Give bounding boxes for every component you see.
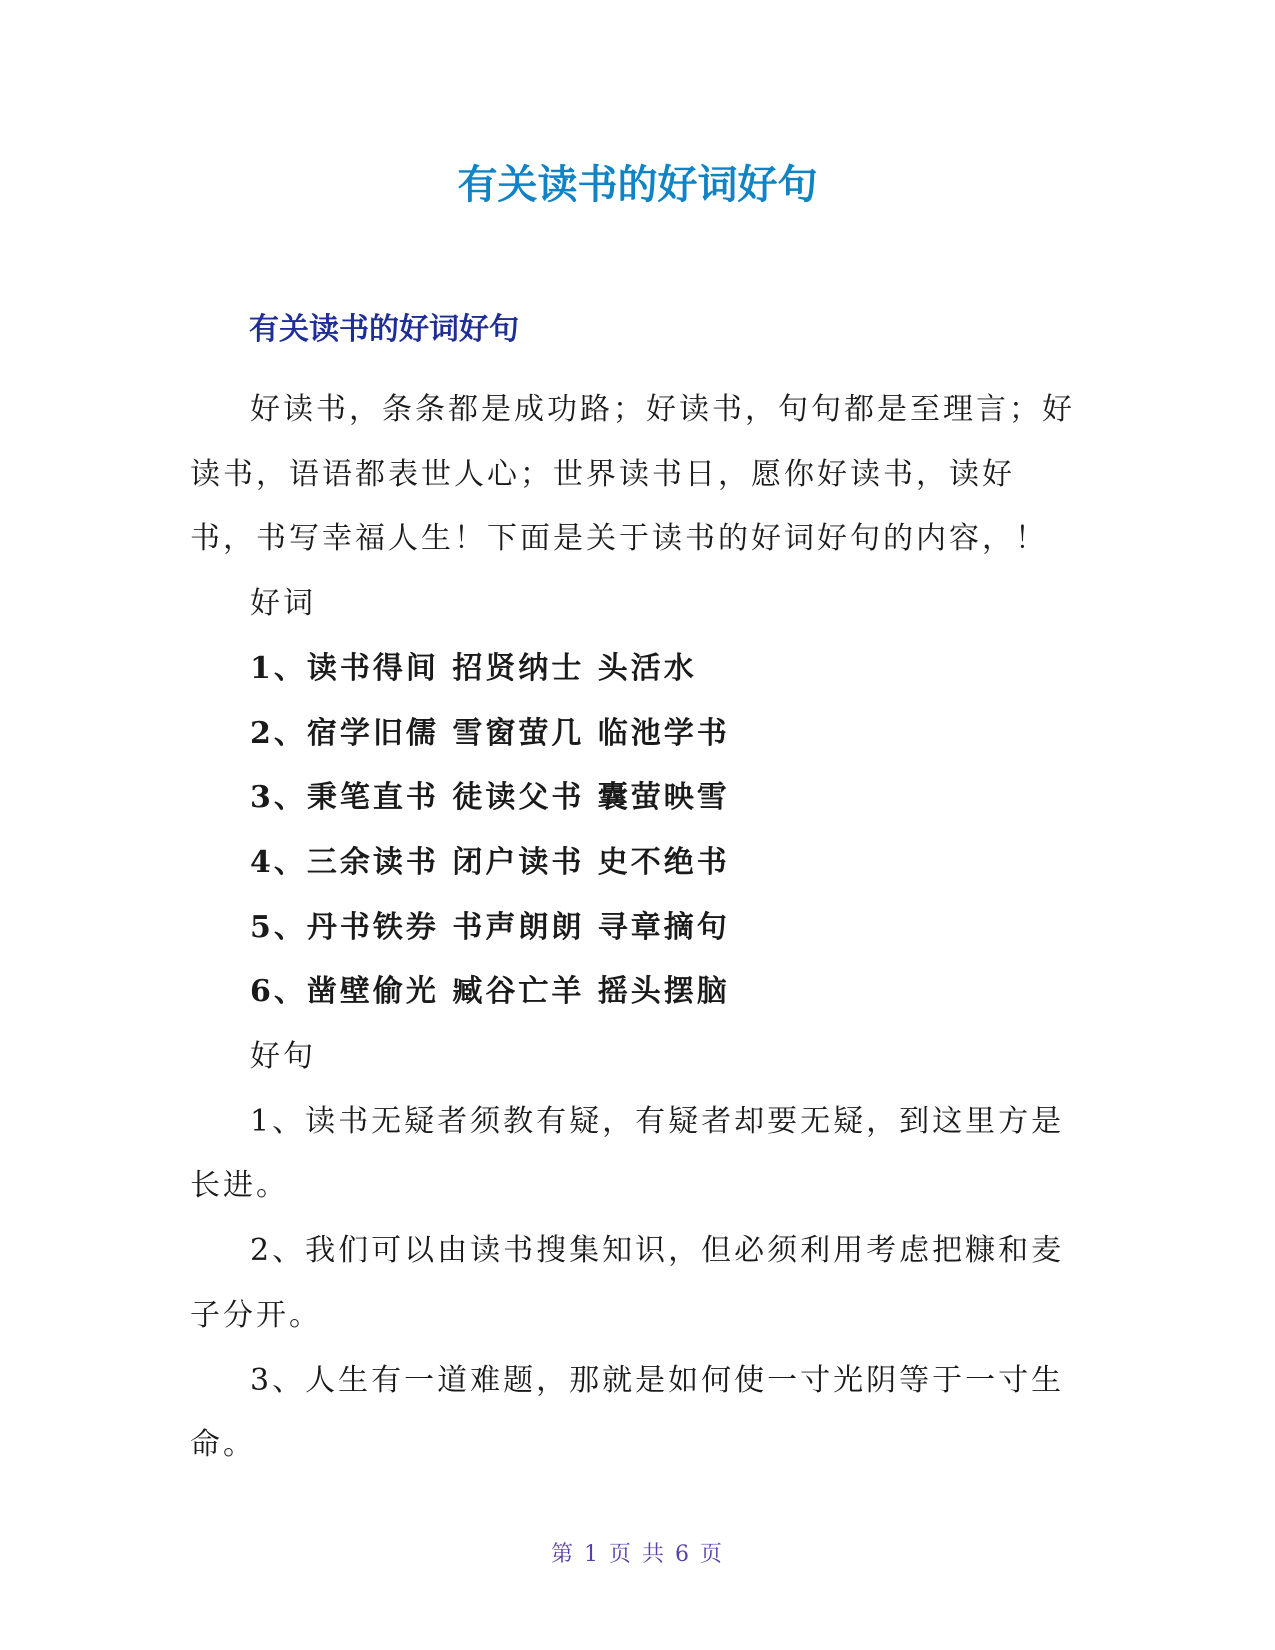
page-footer: 第 1 页 共 6 页 [551, 1542, 724, 1567]
sentences-heading: 好句 [250, 1039, 316, 1075]
sentence-list-item: 3、人生有一道难题，那就是如何使一寸光阴等于一寸生命。 [190, 1362, 1065, 1463]
sentence-list-item: 1、读书无疑者须教有疑，有疑者却要无疑，到这里方是长进。 [190, 1103, 1065, 1204]
word-list-item: 4、三余读书 闭户读书 史不绝书 [250, 844, 730, 880]
intro-paragraph: 好读书，条条都是成功路；好读书，句句都是至理言；好读书，语语都表世人心；世界读书日，愿你好读书，读好书，书写幸福人生！下面是关于读书的好词好句的内容，！ [190, 392, 1075, 557]
page-title: 有关读书的好词好句 [457, 162, 818, 208]
sentence-list-item: 2、我们可以由读书搜集知识，但必须利用考虑把糠和麦子分开。 [190, 1233, 1065, 1333]
word-list-item: 2、宿学旧儒 雪窗萤几 临池学书 [250, 715, 730, 751]
word-list-item: 3、秉笔直书 徒读父书 囊萤映雪 [250, 780, 730, 816]
word-list-item: 1、读书得间 招贤纳士 头活水 [250, 650, 697, 686]
document-body [190, 378, 1080, 1478]
word-list-item: 5、丹书铁券 书声朗朗 寻章摘句 [250, 909, 730, 945]
words-heading: 好词 [250, 586, 316, 622]
section-heading: 有关读书的好词好句 [249, 312, 519, 347]
word-list-item: 6、凿壁偷光 臧谷亡羊 摇头摆脑 [250, 974, 730, 1010]
